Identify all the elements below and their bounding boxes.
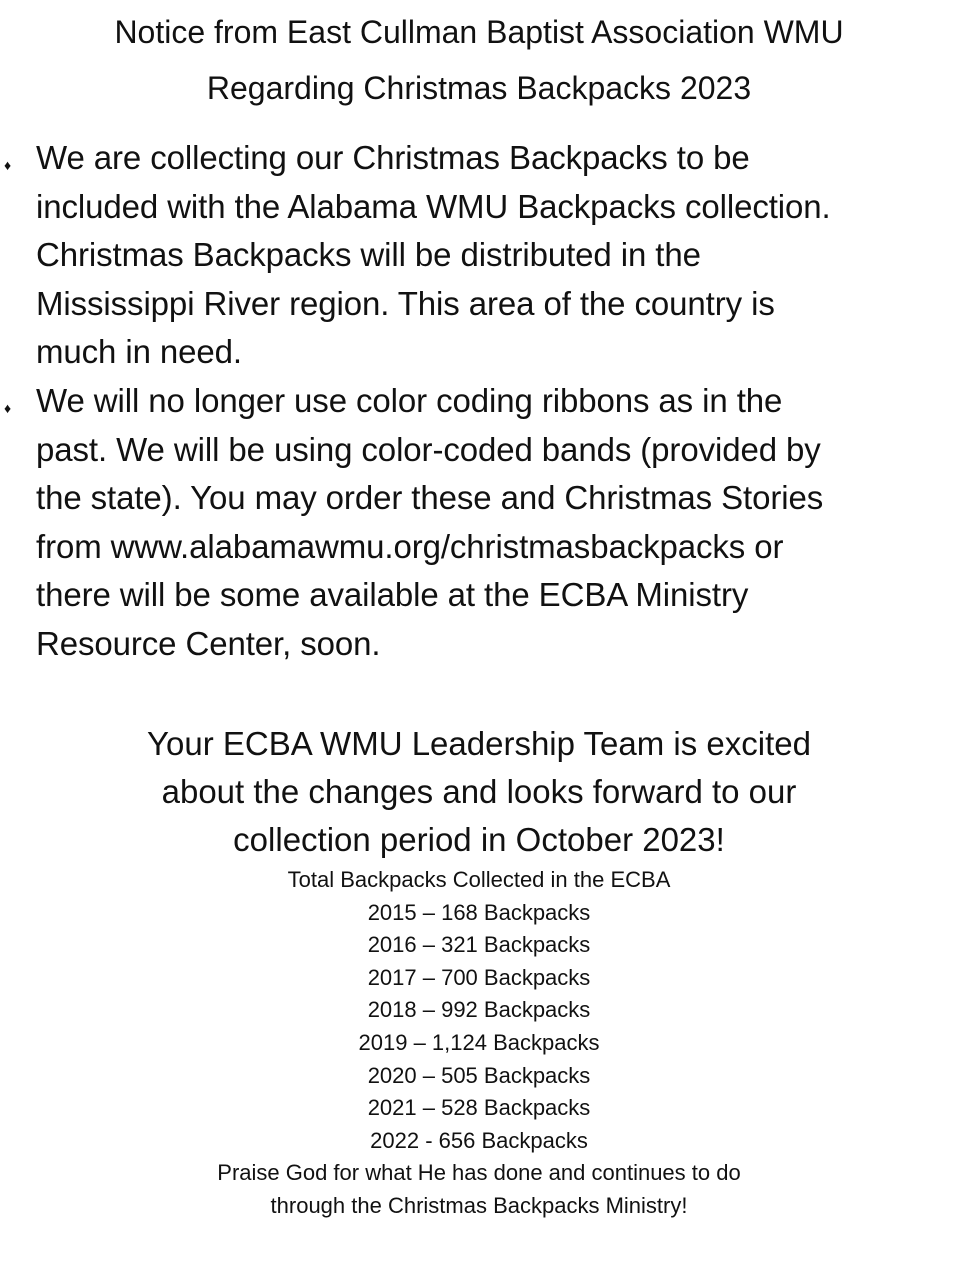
diamond-bullet-icon: ♦ [4,400,12,416]
bullet-line: Christmas Backpacks will be distributed in the [36,236,701,273]
bullet-line: past. We will be using color-coded bands (provided by [36,430,821,468]
totals-entry: 2017 – 700 Backpacks [367,964,591,990]
bullet-line: included with the Alabama WMU Backpacks collection. [36,187,831,225]
totals-entry: 2016 – 321 Backpacks [367,932,591,958]
bullet-text [36,377,946,668]
bullet-line: much in need. [36,333,242,370]
totals-entry: 2021 – 528 Backpacks [367,1095,591,1121]
bullet-line: We are collecting our Christmas Backpacks to be [36,139,750,176]
bullet-line: Mississippi River region. This area of the country is [36,284,775,322]
backpack-totals [0,864,958,1223]
totals-entry: 2019 – 1,124 Backpacks [358,1029,600,1055]
bullet-text [36,134,946,377]
closing-line: about the changes and looks forward to our [161,773,797,810]
bullet-line: there will be some available at the ECBA Ministry [36,576,749,613]
closing-message [0,720,958,864]
totals-entry: 2018 – 992 Backpacks [367,997,591,1023]
praise-line: through the Christmas Backpacks Ministry! [270,1192,688,1218]
totals-entry: 2022 - 656 Backpacks [370,1127,588,1153]
closing-line: collection period in October 2023! [233,821,725,858]
diamond-bullet-icon: ♦ [4,157,12,173]
totals-entry: 2020 – 505 Backpacks [367,1062,591,1088]
bullet-line: from www.alabamawmu.org/christmasbackpacks or [36,527,784,565]
bullet-line: We will no longer use color coding ribbons as in the [36,382,783,419]
totals-entry: 2015 – 168 Backpacks [367,899,591,925]
totals-heading: Total Backpacks Collected in the ECBA [287,867,671,892]
title-line-2: Regarding Christmas Backpacks 2023 [206,70,752,106]
bullet-line: the state). You may order these and Christmas Stories [36,479,824,516]
title-line-1: Notice from East Cullman Baptist Association WMU [114,14,844,50]
closing-line: Your ECBA WMU Leadership Team is excited [147,725,811,762]
bullet-line: Resource Center, soon. [36,624,381,662]
praise-line: Praise God for what He has done and continues to do [217,1160,741,1186]
